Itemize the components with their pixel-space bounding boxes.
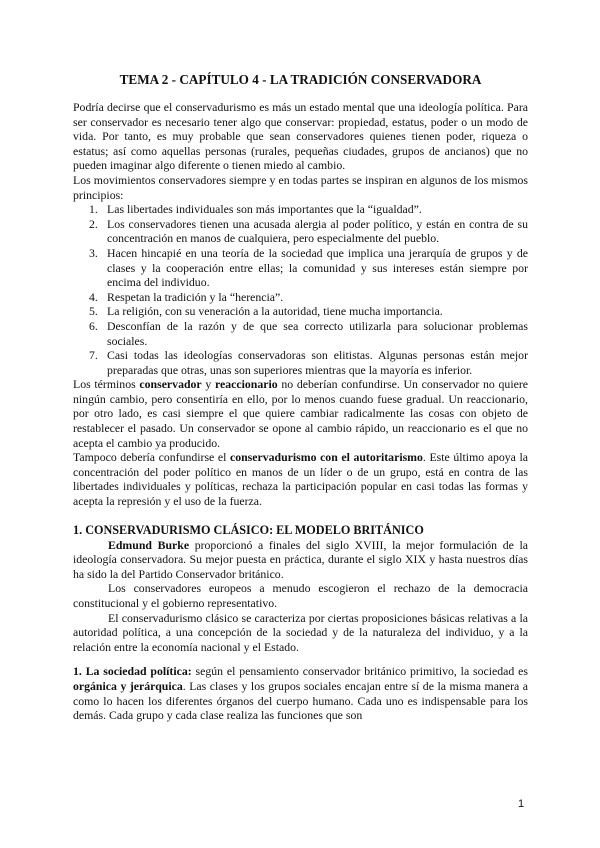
list-item: 2. Los conservadores tienen una acusada alergia al poder político, y están en contra de su concentración en manos de cualquiera, pero especialmente del pueblo. <box>89 216 528 246</box>
principles-list <box>73 202 528 377</box>
page-title: TEMA 2 - CAPÍTULO 4 - LA TRADICIÓN CONSERVADORA <box>119 72 482 87</box>
list-item: 5. La religión, con su veneración a la autoridad, tiene mucha importancia. <box>89 304 443 319</box>
burke-paragraph: Edmund Burke proporcionó a finales del siglo XVIII, la mejor formulación de la ideología conservadora. Su mejor puesta en práctica, durante el siglo XIX y hasta nuestros días ha sido la del Partido Conservador británico. <box>73 537 528 581</box>
list-item: 3. Hacen hincapié en una teoría de la sociedad que implica una jerarquía de grupos y de clases y la cooperación entre ellas; la comunidad y sus intereses están siempre por encima del individuo. <box>89 245 528 290</box>
authoritarianism-paragraph: Tampoco debería confundirse el conservadurismo con el autoritarismo. Este último apoya la concentración del poder político en manos de un líder o de un grupo, está en contra de las libertades individuales y políticas, rechaza la participación popular en casi todas las formas y acepta la represión y el uso de la fuerza. <box>73 450 529 509</box>
list-item: 7. Casi todas las ideologías conservadoras son elitistas. Algunas personas están mejor preparadas que otras, unas son superiores mientras que la mayoría es inferior. <box>89 348 528 377</box>
principles-intro: Los movimientos conservadores siempre y en todas partes se inspiran en algunos de los mismos principios: <box>73 172 528 202</box>
list-item: 4. Respetan la tradición y la “herencia”. <box>89 289 284 304</box>
terms-paragraph: Los términos conservador y reaccionario no deberían confundirse. Un conservador no quiere ningún cambio, pero consentiría en ello, por lo menos cuando fuese gradual. Un reaccionario, por otro lado, es casi siempre el que quiere cambiar radicalmente las cosas con objeto de restablecer el pasado. Un conservador se opone al cambio rápido, un reaccionario es el que no acepta el cambio ya producido. <box>73 377 528 450</box>
spacer <box>73 654 528 664</box>
list-item: 1. Las libertades individuales son más importantes que la “igualdad”. <box>89 202 422 217</box>
list-item: 6. Desconfían de la razón y de que sea correcto utilizarla para solucionar problemas sociales. <box>89 318 528 348</box>
document-page <box>73 72 528 723</box>
political-society-paragraph: 1. La sociedad política: según el pensamiento conservador británico primitivo, la sociedad es orgánica y jerárquica. Las clases y los grupos sociales encajan entre sí de la misma manera a como lo hacen los diferentes órganos del cuerpo humano. Cada uno es indispensable para los demás. Cada grupo y cada clase realiza las funciones que son <box>73 664 528 723</box>
page-number: 1 <box>518 798 525 810</box>
european-conservatives-paragraph: Los conservadores europeos a menudo escogieron el rechazo de la democracia constitucional y el gobierno representativo. <box>73 581 528 610</box>
intro-paragraph: Podría decirse que el conservadurismo es más un estado mental que una ideología política. Para ser conservador es necesario tener algo que conservar: propiedad, estatus, poder o un modo de vida. Por tanto, es muy probable que sean conservadores quienes tienen poder, riqueza o estatus; así como aquellas personas (rurales, pequeñas ciudades, grupos de ancianos) que no pueden imaginar algo diferente o tienen miedo al cambio. <box>73 100 528 173</box>
section-heading: 1. CONSERVADURISMO CLÁSICO: EL MODELO BRITÁNICO <box>73 522 424 537</box>
classic-conservatism-paragraph: El conservadurismo clásico se caracteriza por ciertas proposiciones básicas relativas a la autoridad política, a una concepción de la sociedad y de la naturaleza del individuo, y a la relación entre la economía nacional y el Estado. <box>73 610 528 654</box>
spacer <box>73 509 528 523</box>
